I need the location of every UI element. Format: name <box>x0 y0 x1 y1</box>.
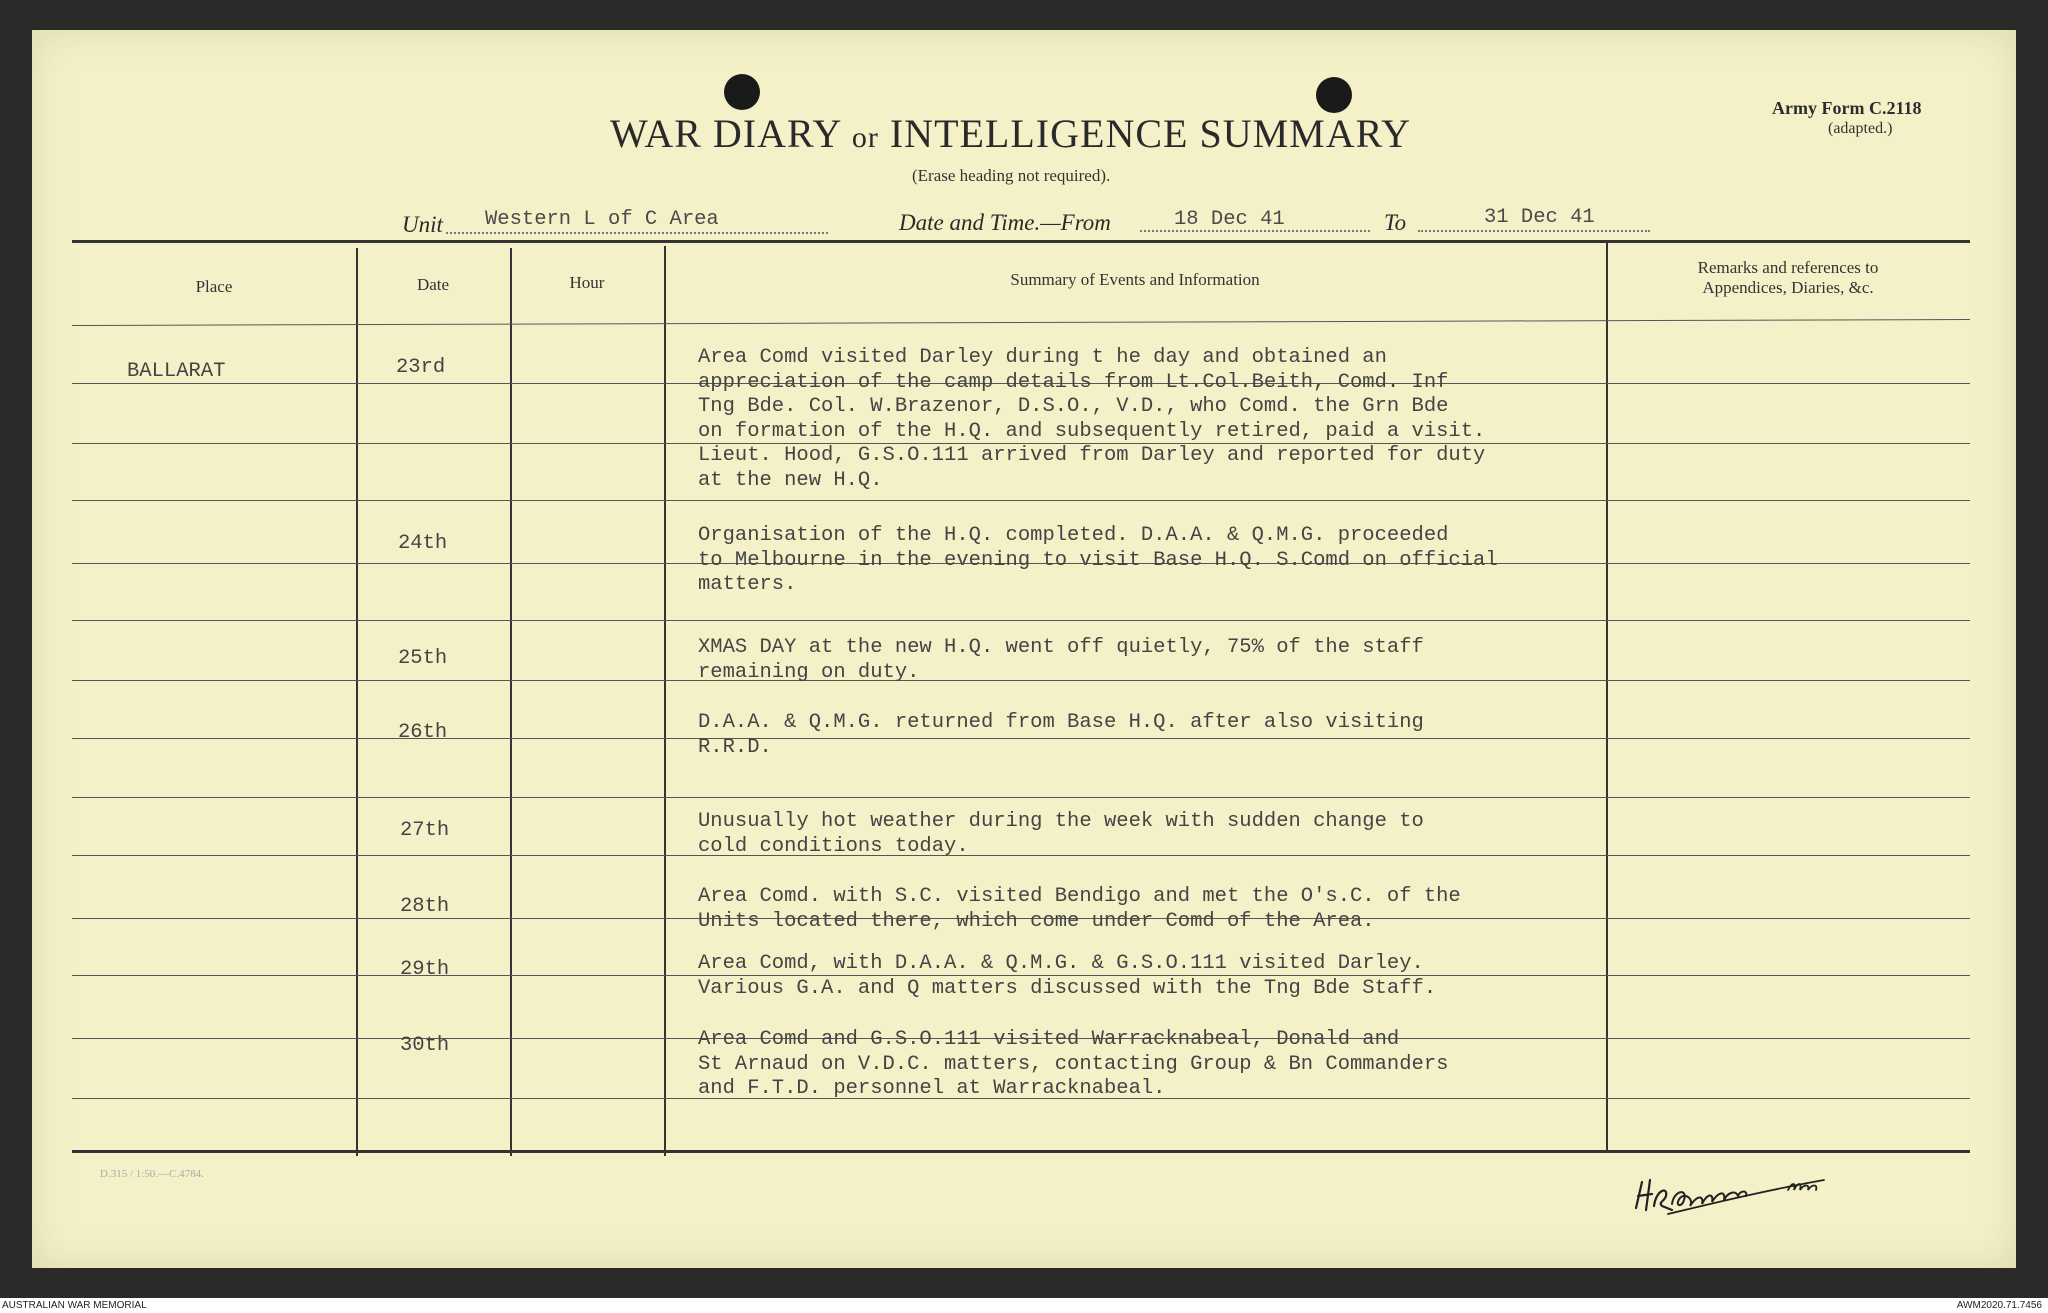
unit-label: Unit <box>402 212 443 237</box>
page-title <box>610 110 1411 157</box>
unit-value: Western L of C Area <box>485 208 719 231</box>
entry-text <box>698 810 1424 859</box>
entry-summary: XMAS DAY at the new H.Q. went off quietly, 75% of the staff remaining on duty. <box>698 636 1424 684</box>
archive-footer <box>0 1298 2048 1313</box>
entry-date: 27th <box>400 819 450 842</box>
entry-text <box>698 346 1485 493</box>
ruled-line <box>72 500 1970 501</box>
entry-summary: Area Comd, with D.A.A. & Q.M.G. & G.S.O.111 visited Darley. Various G.A. and Q matters discussed with the Tng Bde Staff. <box>698 952 1437 1000</box>
footer-institution: AUSTRALIAN WAR MEMORIAL <box>2 1300 147 1311</box>
entry-text <box>698 1028 1448 1102</box>
column-header-summary: Summary of Events and Information <box>1010 270 1260 289</box>
signature <box>1628 1160 1858 1220</box>
entry-date: 23rd <box>396 356 446 379</box>
column-header-hour: Hour <box>569 273 605 292</box>
date-time-label: Date and Time.—From <box>899 210 1111 235</box>
date-from-value: 18 Dec 41 <box>1174 208 1285 231</box>
title-intelligence-summary: INTELLIGENCE SUMMARY <box>889 111 1411 156</box>
entry-date: 26th <box>398 721 448 744</box>
entry-summary: Area Comd visited Darley during t he day and obtained an appreciation of the camp details from Lt.Col.Beith, Comd. Inf Tng Bde. Col. W.Brazenor, D.S.O., V.D., who Comd. the Grn Bde on formation of the H.Q. and subsequently retired, paid a visit. Lieut. Hood, G.S.O.111 arrived from Darley and reported for duty at the new H.Q. <box>698 346 1486 492</box>
entry-date: 28th <box>400 895 450 918</box>
entry-text <box>698 711 1424 760</box>
entry-text <box>698 952 1436 1001</box>
entry-summary: Organisation of the H.Q. completed. D.A.A. & Q.M.G. proceeded to Melbourne in the evening to visit Base H.Q. S.Comd on official matters. <box>698 524 1498 596</box>
erase-note: (Erase heading not required). <box>912 166 1111 185</box>
date-to-value: 31 Dec 41 <box>1484 206 1595 229</box>
form-adapted: (adapted.) <box>1828 120 1893 137</box>
to-label: To <box>1384 210 1407 235</box>
column-header-remarks-line1: Remarks and references to <box>1697 258 1879 277</box>
entry-date: 29th <box>400 958 450 981</box>
column-header-remarks-line2: Appendices, Diaries, &c. <box>1702 278 1874 297</box>
entry-date: 24th <box>398 532 448 555</box>
ruled-line <box>72 797 1970 798</box>
column-divider-summary <box>1606 242 1608 1152</box>
column-divider-date <box>510 248 512 1156</box>
print-code: D.315 / 1:50.—C.4784. <box>100 1168 204 1180</box>
entry-date: 25th <box>398 647 448 670</box>
ruled-line <box>72 620 1970 621</box>
entry-date: 30th <box>400 1034 450 1057</box>
column-header-date: Date <box>416 275 450 294</box>
entry-text <box>698 636 1424 685</box>
column-header-remarks <box>1606 258 1970 298</box>
entry-text <box>698 524 1498 598</box>
entry-summary: Area Comd. with S.C. visited Bendigo and met the O's.C. of the Units located there, which come under Comd of the Area. <box>698 885 1461 933</box>
title-or: or <box>851 121 879 154</box>
form-number: Army Form C.2118 <box>1772 98 1922 118</box>
entry-summary: Area Comd and G.S.O.111 visited Warracknabeal, Donald and St Arnaud on V.D.C. matters, contacting Group & Bn Commanders and F.T.D. personnel at Warracknabeal. <box>698 1028 1449 1100</box>
column-divider-place <box>356 248 358 1156</box>
entry-summary: Unusually hot weather during the week with sudden change to cold conditions today. <box>698 810 1424 858</box>
title-war-diary: WAR DIARY <box>610 111 841 156</box>
footer-reference: AWM2020.71.7456 <box>1956 1300 2042 1311</box>
punch-hole-right <box>1316 77 1352 113</box>
to-dotted-line <box>1418 230 1650 232</box>
entry-summary: D.A.A. & Q.M.G. returned from Base H.Q. after also visiting R.R.D. <box>698 711 1424 759</box>
punch-hole-left <box>724 74 760 110</box>
column-header-place: Place <box>195 277 233 296</box>
entry-text <box>698 885 1461 934</box>
place-value: BALLARAT <box>127 360 226 383</box>
unit-dotted-line <box>446 232 828 234</box>
table-top-rule <box>72 240 1970 243</box>
